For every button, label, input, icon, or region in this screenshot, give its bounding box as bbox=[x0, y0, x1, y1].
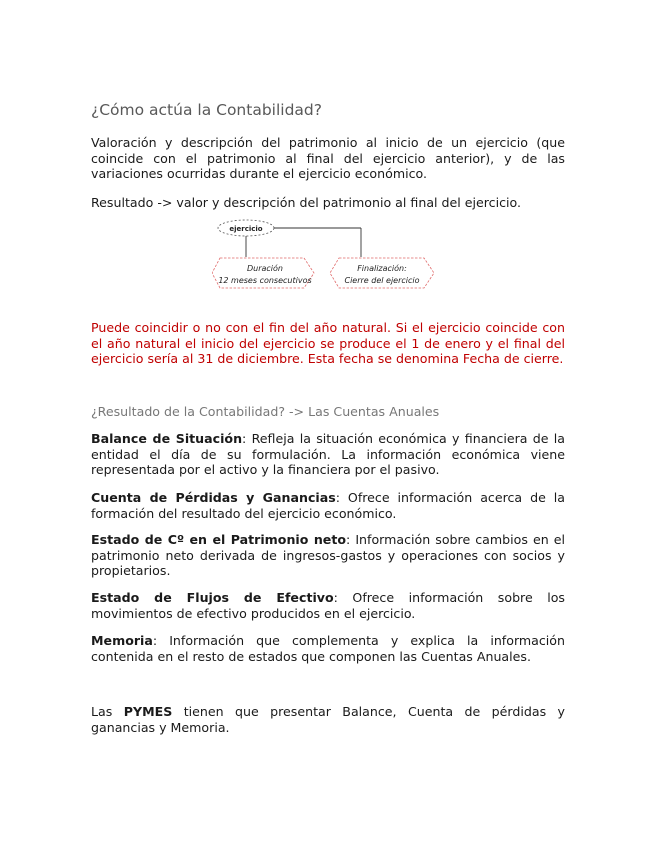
diagram-duration-label: Duración bbox=[246, 264, 284, 273]
item-text: : Ofrece información sobre los movimientos de efectivo producidos en el ejercicio. bbox=[91, 590, 565, 621]
diagram-end-detail: Cierre del ejercicio bbox=[344, 276, 420, 285]
item-memoria bbox=[91, 633, 565, 664]
pymes-text-after: tienen que presentar Balance, Cuenta de pérdidas y ganancias y Memoria. bbox=[91, 704, 565, 735]
item-flujos-efectivo bbox=[91, 590, 565, 621]
item-text: : Ofrece información acerca de la formación del resultado del ejercicio económico. bbox=[91, 490, 565, 521]
item-term: Estado de Flujos de Efectivo bbox=[91, 590, 334, 605]
pymes-term: PYMES bbox=[123, 704, 173, 719]
diagram-root-label: ejercicio bbox=[229, 225, 263, 233]
item-term: Balance de Situación bbox=[91, 431, 243, 446]
item-text: : Información sobre cambios en el patrimonio neto derivada de ingresos-gastos y operaciones con socios y propietarios. bbox=[91, 532, 566, 579]
section-heading: ¿Cómo actúa la Contabilidad? bbox=[91, 101, 322, 119]
item-cuenta-pyg bbox=[91, 490, 565, 521]
item-term: Cuenta de Pérdidas y Ganancias bbox=[91, 490, 336, 505]
ejercicio-diagram bbox=[212, 217, 442, 295]
item-balance bbox=[91, 431, 565, 478]
item-term: Estado de Cº en el Patrimonio neto bbox=[91, 532, 347, 547]
pymes-paragraph bbox=[91, 704, 565, 735]
intro-paragraph: Valoración y descripción del patrimonio al inicio de un ejercicio (que coincide con el patrimonio al final del ejercicio anterior), y de las variaciones ocurridas durante el ejercicio económico. bbox=[91, 135, 565, 182]
item-term: Memoria bbox=[91, 633, 153, 648]
subheading: ¿Resultado de la Contabilidad? -> Las Cuentas Anuales bbox=[91, 404, 440, 419]
diagram-end-label: Finalización: bbox=[357, 264, 407, 273]
item-text: : Refleja la situación económica y financiera de la entidad el día de su formulación. La información económica viene representada por el activo y la financiera por el pasivo. bbox=[91, 431, 565, 478]
diagram-duration-detail: 12 meses consecutivos bbox=[218, 276, 312, 285]
result-paragraph: Resultado -> valor y descripción del patrimonio al final del ejercicio. bbox=[91, 195, 522, 210]
note-paragraph: Puede coincidir o no con el fin del año natural. Si el ejercicio coincide con el año natural el inicio del ejercicio se produce el 1 de enero y el final del ejercicio sería al 31 de diciembre. Esta fecha se denomina Fecha de cierre. bbox=[91, 320, 565, 367]
item-text: : Información que complementa y explica la información contenida en el resto de estados que componen las Cuentas Anuales. bbox=[91, 633, 565, 664]
item-estado-patrimonio bbox=[91, 532, 565, 579]
pymes-text-before: Las bbox=[91, 704, 124, 719]
